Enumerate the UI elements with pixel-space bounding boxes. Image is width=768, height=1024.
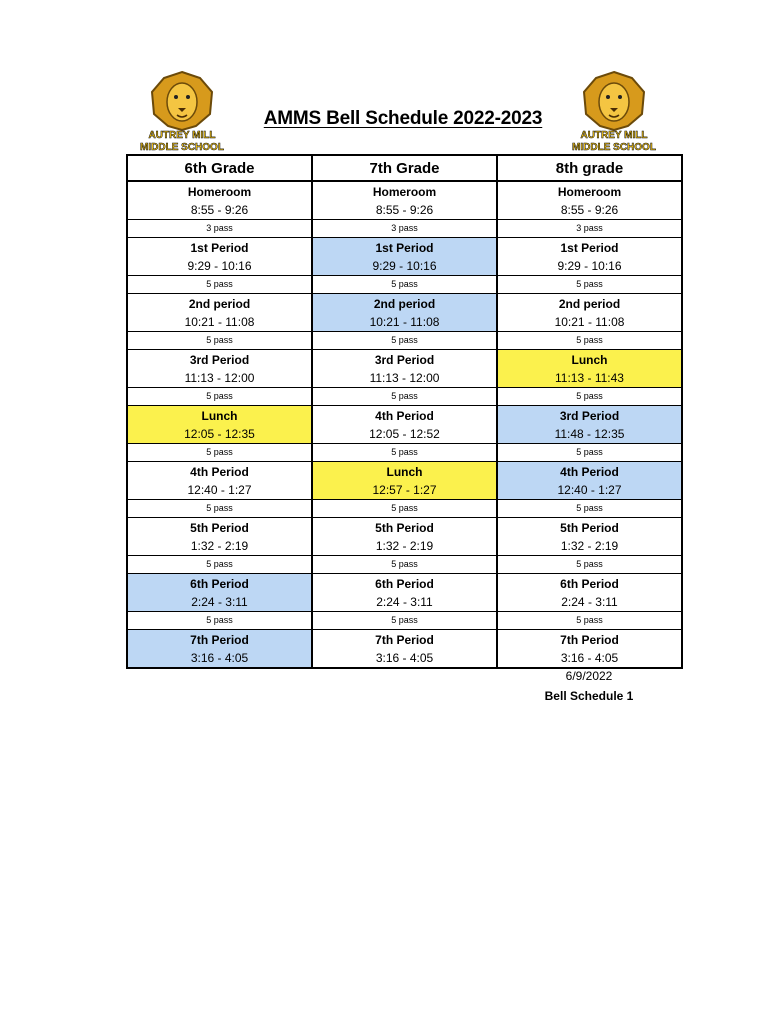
period-name: 2nd period: [373, 296, 436, 311]
passing-time-cell: 5 pass: [127, 500, 312, 518]
period-cell: [127, 462, 312, 500]
period-time: 12:57 - 1:27: [372, 482, 437, 497]
period-cell: [312, 630, 497, 669]
period-name: 6th Period: [190, 576, 249, 591]
period-cell: [497, 518, 682, 556]
period-name: 2nd period: [558, 296, 621, 311]
period-row: [127, 406, 682, 444]
period-row: [127, 294, 682, 332]
passing-time-cell: 5 pass: [497, 388, 682, 406]
schedule-date: 6/9/2022: [565, 669, 613, 683]
period-cell: [127, 630, 312, 669]
period-row: [127, 574, 682, 612]
period-time: 10:21 - 11:08: [369, 314, 440, 329]
period-time: 12:40 - 1:27: [187, 482, 252, 497]
period-name: 4th Period: [190, 464, 249, 479]
period-name: 6th Period: [560, 576, 619, 591]
period-name: 3rd Period: [559, 408, 620, 423]
period-time: 9:29 - 10:16: [557, 258, 622, 273]
period-time: 10:21 - 11:08: [554, 314, 625, 329]
period-name: 3rd Period: [189, 352, 250, 367]
period-row: [127, 238, 682, 276]
period-time: 11:13 - 12:00: [184, 370, 255, 385]
passing-time-row: [127, 332, 682, 350]
grade-header: 7th Grade: [312, 155, 497, 181]
passing-time-cell: 5 pass: [127, 332, 312, 350]
passing-time-row: [127, 556, 682, 574]
passing-time-cell: 5 pass: [497, 276, 682, 294]
period-time: 11:48 - 12:35: [554, 426, 625, 441]
period-time: 8:55 - 9:26: [190, 202, 249, 217]
period-cell: [127, 181, 312, 220]
period-cell: [312, 462, 497, 500]
passing-time-cell: 5 pass: [312, 556, 497, 574]
passing-time-cell: 5 pass: [312, 332, 497, 350]
period-name: Homeroom: [372, 184, 437, 199]
period-name: 1st Period: [560, 240, 619, 255]
period-cell: [312, 238, 497, 276]
period-time: 8:55 - 9:26: [375, 202, 434, 217]
period-cell: [497, 238, 682, 276]
period-name: 7th Period: [375, 632, 434, 647]
period-cell: [127, 350, 312, 388]
period-time: 8:55 - 9:26: [560, 202, 619, 217]
grade-header: 6th Grade: [127, 155, 312, 181]
period-time: 3:16 - 4:05: [375, 650, 434, 665]
period-name: 1st Period: [190, 240, 249, 255]
period-time: 12:05 - 12:35: [184, 426, 255, 441]
period-cell: [312, 350, 497, 388]
period-cell: [312, 574, 497, 612]
period-name: 5th Period: [560, 520, 619, 535]
passing-time-cell: 5 pass: [127, 556, 312, 574]
period-cell: [312, 294, 497, 332]
period-name: 4th Period: [560, 464, 619, 479]
period-time: 12:05 - 12:52: [369, 426, 440, 441]
period-name: 5th Period: [190, 520, 249, 535]
period-cell: [127, 406, 312, 444]
period-name: 7th Period: [560, 632, 619, 647]
period-cell: [312, 181, 497, 220]
passing-time-cell: 5 pass: [127, 388, 312, 406]
period-time: 2:24 - 3:11: [191, 594, 248, 609]
period-time: 1:32 - 2:19: [190, 538, 249, 553]
period-cell: [497, 574, 682, 612]
grade-header: 8th grade: [497, 155, 682, 181]
passing-time-cell: 5 pass: [312, 276, 497, 294]
period-row: [127, 181, 682, 220]
period-row: [127, 462, 682, 500]
passing-time-cell: 5 pass: [312, 388, 497, 406]
passing-time-cell: 5 pass: [127, 612, 312, 630]
period-name: Homeroom: [187, 184, 252, 199]
passing-time-cell: 5 pass: [497, 332, 682, 350]
passing-time-cell: 3 pass: [127, 220, 312, 238]
passing-time-row: [127, 444, 682, 462]
period-name: 7th Period: [190, 632, 249, 647]
period-name: Lunch: [201, 408, 238, 423]
logo-line2: MIDDLE SCHOOL: [572, 142, 656, 153]
period-time: 2:24 - 3:11: [561, 594, 618, 609]
passing-time-cell: 5 pass: [312, 500, 497, 518]
period-time: 1:32 - 2:19: [375, 538, 434, 553]
period-name: 3rd Period: [374, 352, 435, 367]
period-cell: [497, 350, 682, 388]
period-cell: [127, 294, 312, 332]
passing-time-row: [127, 388, 682, 406]
bell-schedule-table: [126, 154, 683, 669]
passing-time-cell: 5 pass: [497, 556, 682, 574]
passing-time-cell: 5 pass: [312, 444, 497, 462]
passing-time-cell: 5 pass: [127, 276, 312, 294]
period-time: 1:32 - 2:19: [560, 538, 619, 553]
period-name: 1st Period: [375, 240, 434, 255]
period-cell: [497, 181, 682, 220]
period-cell: [312, 518, 497, 556]
period-cell: [127, 518, 312, 556]
period-time: 11:13 - 11:43: [555, 370, 624, 385]
period-cell: [497, 462, 682, 500]
period-time: 9:29 - 10:16: [187, 258, 252, 273]
passing-time-row: [127, 612, 682, 630]
passing-time-row: [127, 500, 682, 518]
passing-time-cell: 3 pass: [312, 220, 497, 238]
header-row: [127, 155, 682, 181]
schedule-label: Bell Schedule 1: [544, 689, 634, 703]
period-name: 2nd period: [188, 296, 251, 311]
period-row: [127, 350, 682, 388]
period-time: 3:16 - 4:05: [190, 650, 249, 665]
period-name: 4th Period: [375, 408, 434, 423]
passing-time-row: [127, 220, 682, 238]
passing-time-cell: 3 pass: [497, 220, 682, 238]
period-cell: [127, 574, 312, 612]
period-name: Lunch: [386, 464, 423, 479]
period-cell: [312, 406, 497, 444]
period-name: 5th Period: [375, 520, 434, 535]
period-row: [127, 518, 682, 556]
period-cell: [497, 294, 682, 332]
passing-time-cell: 5 pass: [312, 612, 497, 630]
logo-line2: MIDDLE SCHOOL: [140, 142, 224, 153]
logo-line1: AUTREY MILL: [580, 130, 648, 141]
period-time: 11:13 - 12:00: [369, 370, 440, 385]
period-time: 2:24 - 3:11: [376, 594, 433, 609]
period-cell: [497, 630, 682, 669]
passing-time-cell: 5 pass: [497, 612, 682, 630]
passing-time-cell: 5 pass: [497, 500, 682, 518]
period-time: 12:40 - 1:27: [557, 482, 622, 497]
period-name: Homeroom: [557, 184, 622, 199]
passing-time-row: [127, 276, 682, 294]
period-cell: [497, 406, 682, 444]
period-time: 10:21 - 11:08: [184, 314, 255, 329]
period-cell: [127, 238, 312, 276]
period-time: 3:16 - 4:05: [560, 650, 619, 665]
period-name: Lunch: [571, 352, 608, 367]
logo-line1: AUTREY MILL: [148, 130, 216, 141]
period-time: 9:29 - 10:16: [372, 258, 437, 273]
page-title: AMMS Bell Schedule 2022-2023: [263, 108, 543, 129]
period-row: [127, 630, 682, 669]
schedule-body: [127, 181, 682, 668]
passing-time-cell: 5 pass: [127, 444, 312, 462]
passing-time-cell: 5 pass: [497, 444, 682, 462]
period-name: 6th Period: [375, 576, 434, 591]
